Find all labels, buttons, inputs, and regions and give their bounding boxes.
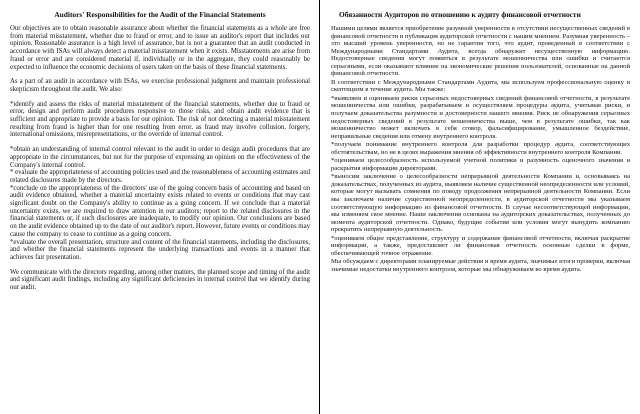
russian-column [321, 0, 640, 414]
russian-paragraph-presentation: *оцениваем общее представление, структуру и содержание финансовой отчетности, включая раскрытие информации, а также, предоставляет ли финансовая отчетность основные сделки в форме, обеспечивающей точное отражение. [331, 234, 630, 257]
english-paragraph-communication: We communicate with the directors regarding, among other matters, the planned scope and timing of the audit and significant audit findings, including any significant deficiencies in internal control that we identify during our audit. [10, 268, 310, 292]
russian-paragraph-objectives: Нашими целями является приобретение разумной уверенности в отсутствии несущественных сведений в финансовой отчетности и публикация аудиторской отчетности с нашим мнением. Разумная уверенность – это высший уровень уверенности, но не гарантия того, что аудит, проведенный в соответствии с Международными Стандартами Аудита, всегда обнаружит несущественную информацию. Недостоверные сведения могут появиться в результате мошенничества или ошибки и считаются серьезными, если оказывают влияние на экономические решения пользователей, основанные на данной финансовой отчетности. [331, 25, 630, 78]
russian-paragraph-risks: *выявляем и оцениваем риски серьезных недостоверных сведений финансовой отчетности, в результате мошенничества или ошибки, разрабатываем и осуществляем процедуры аудита, учитывая риски, и получаем доказательства разумности и достоверности нашего мнения. Риск не обнаружения серьезных недостоверных сведений в результате мошенничества выше, чем в результате ошибки, так как мошенничество может включать в себя сговор, фальсифицирование, умышленное бездействие, неправильные сведения или отмену внутреннего контроля. [331, 94, 630, 140]
english-paragraph-objectives: Our objectives are to obtain reasonable assurance about whether the financial statements as a whole are free from material misstatement, whether due to fraud or error, and to issue an auditor's report that includes our opinion. Reasonable assurance is a high level of assurance, but is not a guarantee that an audit conducted in accordance with ISAs will always detect a material misstatement when it exists. Misstatements are arise from fraud or error and are considered material if, individually or in the aggregate, they could reasonably be expected to influence the economic decisions of users taken on the basis of these financial statements. [10, 25, 310, 71]
column-divider [319, 0, 320, 414]
russian-paragraph-internal-control: *получаем понимание внутреннего контроля для разработки процедур аудита, соответствующих обстоятельствам, но не в целях выражения мнения об эффективности внутреннего контроля Компании. [331, 141, 630, 156]
russian-paragraph-communication: Мы обсуждаем с директорами планируемые действия и время аудита, значимые итоги проверки, включая значимые недостатки внутреннего контроля, которые мы обнаруживаем во время аудита. [331, 258, 630, 273]
english-paragraph-risks: *identify and assess the risks of material misstatement of the financial statements, whether due to fraud or error, design and perform audit procedures responsive to those risks, and obtain audit evidence that is sufficient and appropriate to provide a basis for our opinion. The risk of not detecting a material misstatement resulting from fraud is higher than for one resulting from error, as fraud may involve collusion, forgery, international omissions, misrepresentations, or the override of internal control. [10, 100, 310, 139]
russian-paragraph-isa: В соответствии с Международными Стандартами Аудита, мы используем профессиональную оценку и скептицизм в течение аудита. Мы также: [331, 78, 630, 94]
english-paragraph-procedures: *obtain an understanding of internal control relevant to the audit in order to design audit procedures that are appropriate in the circumstances, but not for the purpose of expressing an opinion on the effectiveness of the Company's internal control. * evaluate the appropriateness of accounting policies used and the reasonableness of accounting estimates and related disclosures made by the directors. *conclude on the appropriateness of the directors' use of the going concern basis of accounting and based on audit evidence obtained, whether a material uncertainty exists related to events or conditions that may cast significant doubt on the Company's ability to continue as a going concern. If we conclude that a material uncertainty exists, we are required to draw attention in our auditors; report to the related disclosures in the financial statements or, if such disclosures are inadequate, to modify our opinion. Our conclusions are based on the audit evidence obtained up to the date of our auditor's report. However, future events or conditions may cause the company to cease to continue as a going concern. *evaluate the overall presentation, structure and content of the financial statements, including the disclosures, and whether the financial statements represent the underlying transactions and events in a manner that achieves fair presentation. [10, 146, 310, 261]
english-heading: Auditors' Responsibilities for the Audit of the Financial Statements [54, 10, 266, 19]
russian-paragraph-policies: *оцениваем целесообразность используемой учетной политики и разумность оценочного значения и раскрытия информации директорами. [331, 157, 630, 172]
russian-paragraph-going-concern: *выносим заключение о целесообразности непрерывной деятельности Компании и, основываясь на доказательствах, полученных из аудита, выявляем наличие существенной неопределенности или условий, которые могут вызывать сомнения по поводу продолжения непрерывной деятельности Компании. Если мы заключаем наличие существенной неопределенности, в аудиторской отчетности мы указываем соответствующую информацию из финансовой отчетности. В случае несоответствующей информации, мы изменяем свое мнение. Наши заключения основаны на аудиторских доказательствах, полученных до момента аудиторской отчетности. Однако, будущие события или условия могут вынудить компанию прекратить непрерывную деятельность. [331, 173, 630, 234]
russian-heading: Обязанности Аудиторов по отношению к аудиту финансовой отчетности [339, 10, 581, 19]
english-paragraph-isa: As a part of an audit in accordance with ISAs, we exercise professional judgment and maintain professional skepticism throughout the audit. We also: [10, 78, 310, 93]
